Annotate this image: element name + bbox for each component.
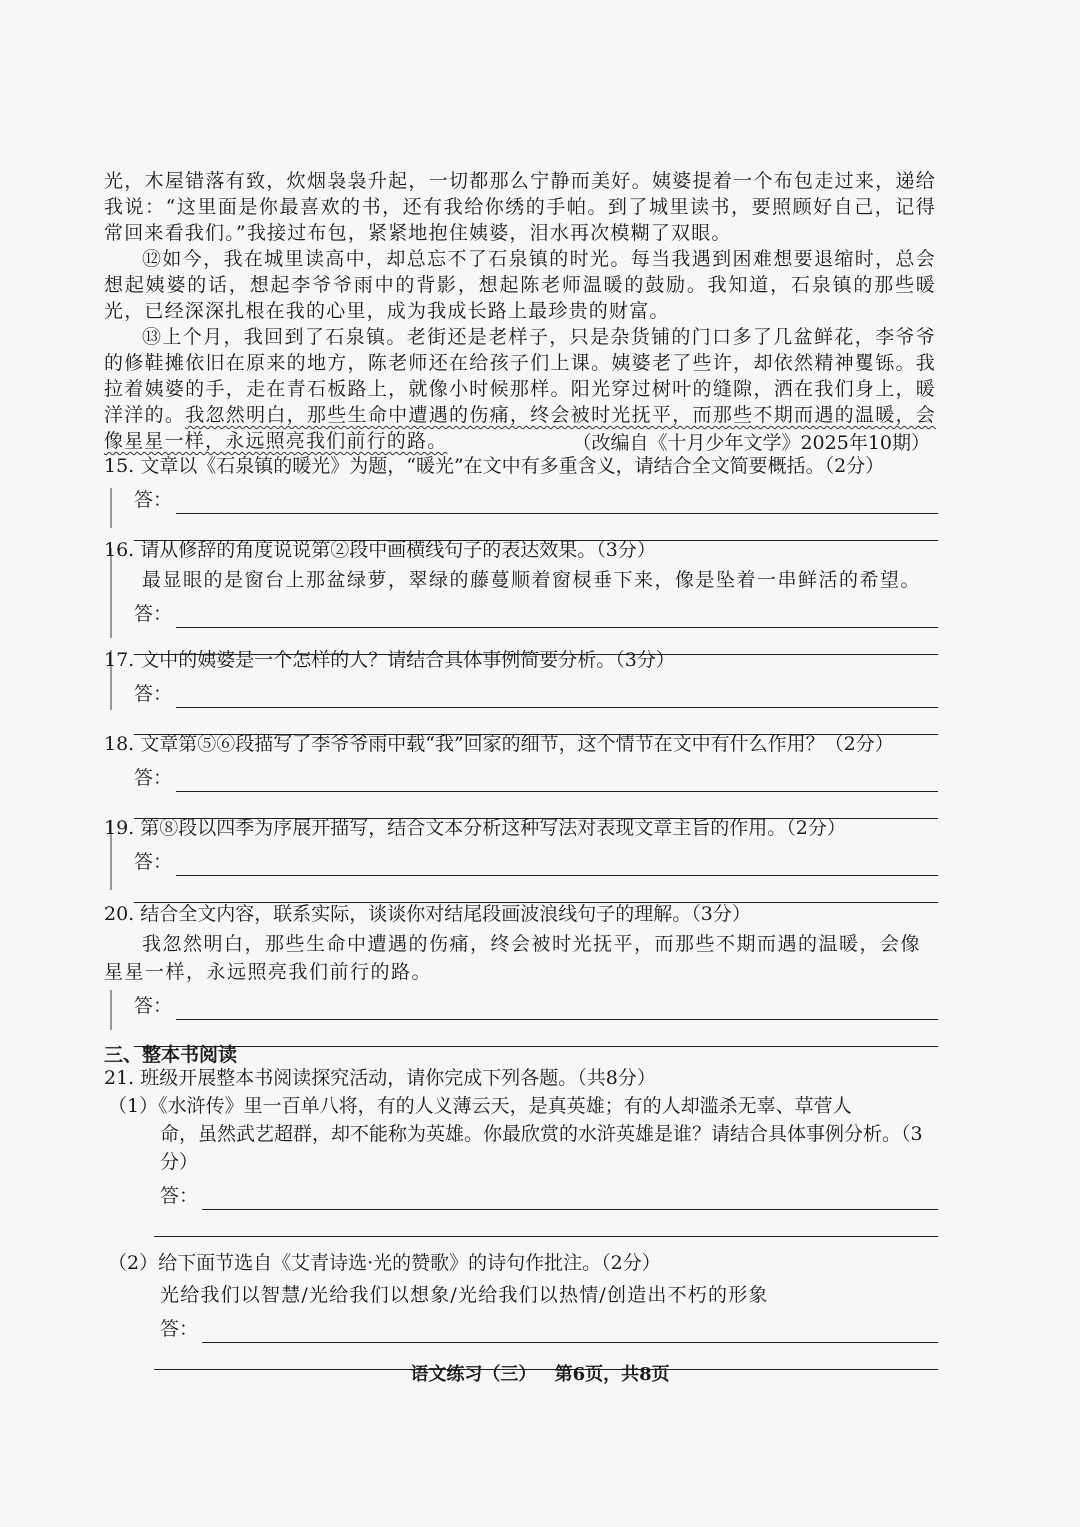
question-19-text: 19. 第⑧段以四季为序展开描写，结合文本分析这种写法对表现文章主旨的作用。（2分） [104, 817, 846, 839]
answer-underline [176, 607, 938, 628]
answer-line-extra[interactable] [154, 1210, 938, 1237]
question-18 [104, 730, 938, 819]
answer-label: 答： [134, 683, 173, 705]
answer-line[interactable] [104, 600, 938, 628]
paragraph-13-text: ⑬上个月，我回到了石泉镇。老街还是老样子，只是杂货铺的门口多了几盆鲜花，李爷爷的修鞋摊依旧在原来的地方，陈老师还在给孩子们上课。姨婆老了些许，却依然精神矍铄。我拉着姨婆的手，走在青石板路上，就像小时候那样。阳光穿过树叶的缝隙，洒在我们身上，暖洋洋的。 [104, 326, 936, 426]
passage-source: （改编自《十月少年文学》2025年10期） [572, 432, 930, 454]
question-15-text: 15. 文章以《石泉镇的暖光》为题，“暖光”在文中有多重含义，请结合全文简要概括。（2分） [104, 455, 885, 477]
answer-label: 答： [160, 1318, 199, 1340]
answer-line[interactable] [104, 992, 938, 1020]
answer-line-extra[interactable] [134, 1020, 938, 1047]
answer-label: 答： [160, 1185, 199, 1207]
answer-underline [202, 1189, 938, 1210]
answer-line[interactable] [104, 848, 938, 876]
answer-label: 答： [134, 851, 173, 873]
question-21-text: 21. 班级开展整本书阅读探究活动，请你完成下列各题。（共8分） [104, 1067, 656, 1089]
question-15 [104, 452, 938, 541]
question-21 [104, 1064, 938, 1370]
wavy-underlined-sentence: 我忽然明白，那些生命中遭遇的伤痛，终会被时光抚平，而那些不期而遇的温暖，会像星星一样，永远照亮我们前行的路。 [104, 404, 936, 452]
footer-page-number: 第6页，共8页 [554, 1364, 670, 1385]
question-19 [104, 814, 938, 903]
answer-line-extra[interactable] [134, 876, 938, 903]
answer-line[interactable] [104, 486, 938, 514]
poem-excerpt: 光给我们以智慧/光给我们以想象/光给我们以热情/创造出不朽的形象 [160, 1284, 769, 1306]
question-20-quote: 我忽然明白，那些生命中遭遇的伤痛，终会被时光抚平，而那些不期而遇的温暖，会像星星一样，永远照亮我们前行的路。 [104, 933, 922, 983]
passage-paragraph-12: ⑫如今，我在城里读高中，却总忘不了石泉镇的时光。每当我遇到困难想要退缩时，总会想起姨婆的话，想起李爷爷雨中的背影，想起陈老师温暖的鼓励。我知道，石泉镇的那些暖光，已经深深扎根在我的心里，成为我成长路上最珍贵的财富。 [104, 248, 936, 322]
question-17 [104, 646, 938, 735]
answer-label: 答： [134, 767, 173, 789]
question-20 [104, 900, 938, 1047]
answer-label: 答： [134, 995, 173, 1017]
question-16 [104, 536, 938, 655]
answer-line[interactable] [104, 764, 938, 792]
reading-passage [104, 168, 936, 454]
question-17-text: 17. 文中的姨婆是一个怎样的人？请结合具体事例简要分析。（3分） [104, 649, 675, 671]
question-21-1-continued: 命，虽然武艺超群，却不能称为英雄。你最欣赏的水浒英雄是谁？请结合具体事例分析。（3分） [160, 1123, 923, 1173]
answer-underline [176, 687, 938, 708]
answer-underline [176, 771, 938, 792]
question-21-1-text: （1）《水浒传》里一百单八将，有的人义薄云天，是真英雄；有的人却滥杀无辜、草菅人 [108, 1095, 852, 1117]
answer-underline [176, 855, 938, 876]
answer-underline [176, 999, 938, 1020]
footer-subject: 语文练习（三） [410, 1364, 537, 1385]
answer-line[interactable] [104, 1315, 938, 1343]
answer-label: 答： [134, 489, 173, 511]
question-16-quote: 最显眼的是窗台上那盆绿萝，翠绿的藤蔓顺着窗棂垂下来，像是坠着一串鲜活的希望。 [142, 569, 922, 591]
answer-line[interactable] [104, 1182, 938, 1210]
answer-underline [202, 1322, 938, 1343]
section-title: 三、整本书阅读 [104, 1044, 238, 1066]
question-18-text: 18. 文章第⑤⑥段描写了李爷爷雨中载“我”回家的细节，这个情节在文中有什么作用？（2分） [104, 733, 894, 755]
question-21-2-text: （2）给下面节选自《艾青诗选·光的赞歌》的诗句作批注。（2分） [108, 1252, 661, 1274]
answer-line[interactable] [104, 680, 938, 708]
page-footer [0, 1360, 1080, 1386]
answer-underline [176, 493, 938, 514]
question-20-text: 20. 结合全文内容，联系实际，谈谈你对结尾段画波浪线句子的理解。（3分） [104, 903, 751, 925]
question-16-text: 16. 请从修辞的角度说说第②段中画横线句子的表达效果。（3分） [104, 539, 656, 561]
passage-paragraph-11-end: 光，木屋错落有致，炊烟袅袅升起，一切都那么宁静而美好。姨婆提着一个布包走过来，递给我说：“这里面是你最喜欢的书，还有我给你绣的手帕。到了城里读书，要照顾好自己，记得常回来看我们。”我接过布包，紧紧地抱住姨婆，泪水再次模糊了双眼。 [104, 170, 936, 244]
answer-label: 答： [134, 603, 173, 625]
